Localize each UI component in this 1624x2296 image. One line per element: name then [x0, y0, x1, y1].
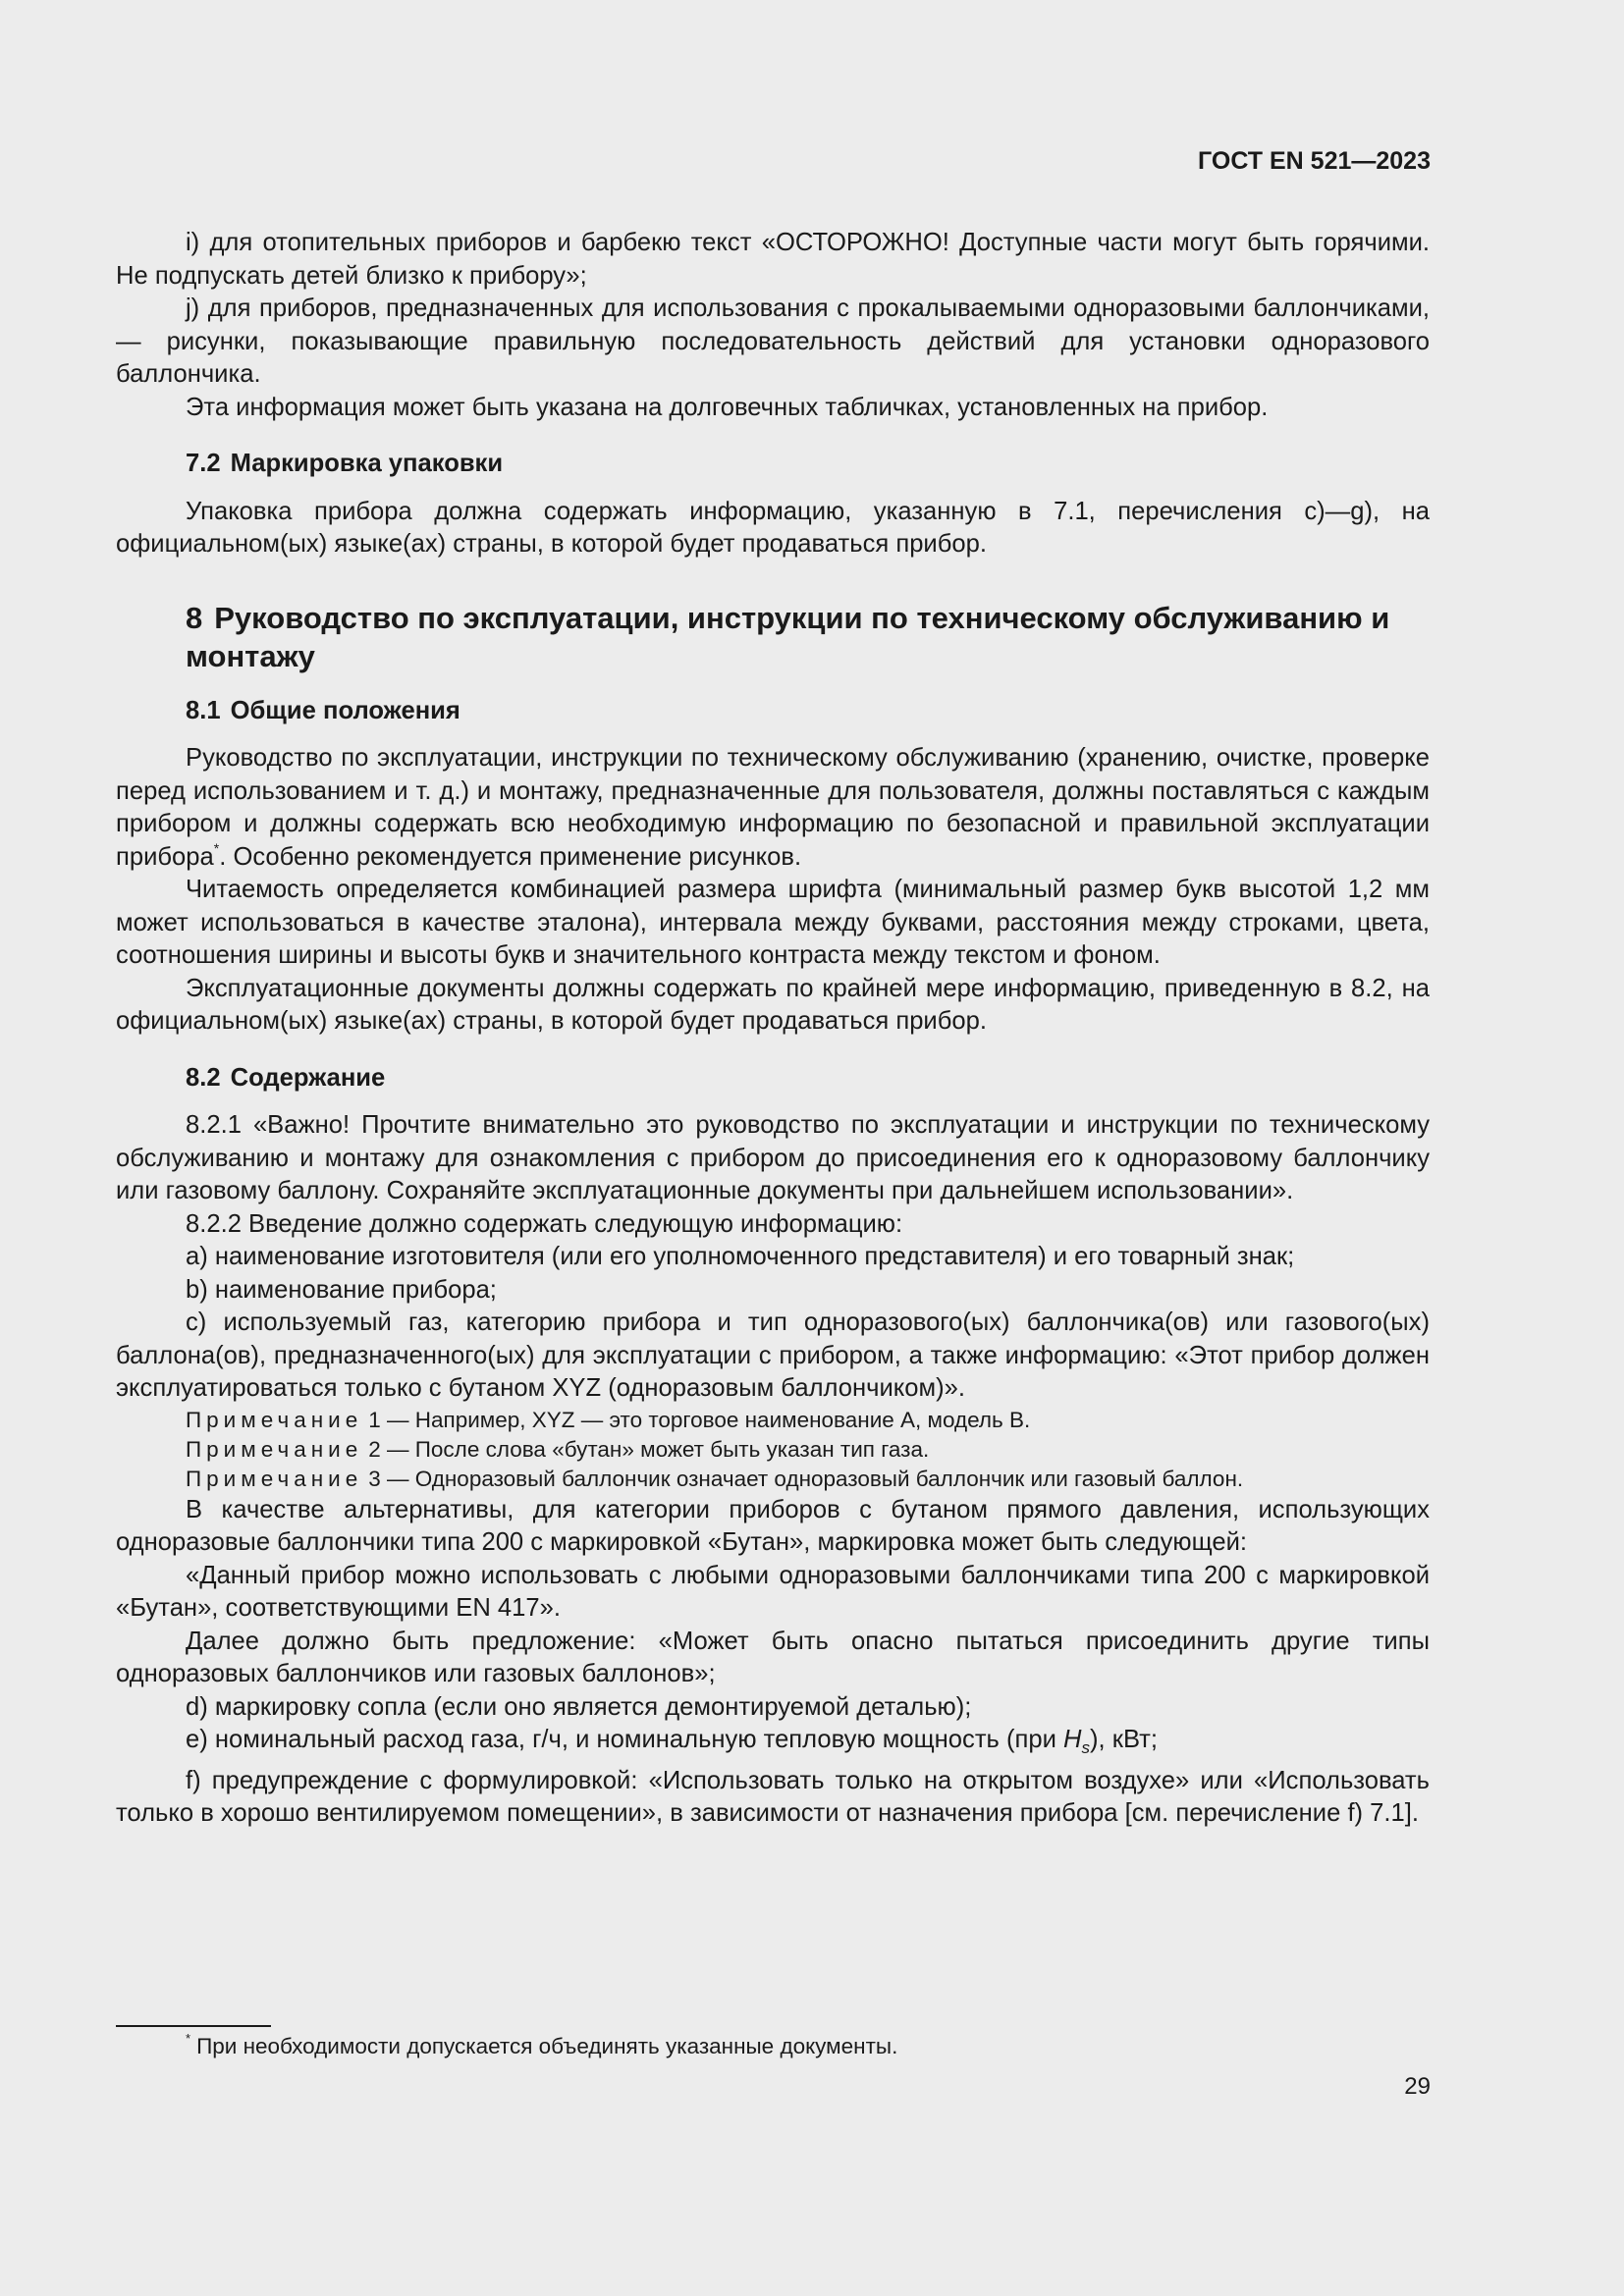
quote-paragraph: «Данный прибор можно использовать с любыми одноразовыми баллончиками типа 200 с маркировкой «Бутан», соответствующими EN 417». [116, 1561, 1430, 1622]
list-item-d: d) маркировку сопла (если оно является демонтируемой деталью); [186, 1692, 972, 1721]
info-paragraph: Эта информация может быть указана на долговечных табличках, установленных на прибор. [186, 393, 1269, 421]
subsection-number: 8.2 [186, 1063, 221, 1092]
subsection-number: 8.1 [186, 696, 221, 724]
note-text: 3 — Одноразовый баллончик означает одноразовый баллончик или газовый баллон. [368, 1466, 1244, 1491]
paragraph-text-end: . Особенно рекомендуется применение рисунков. [219, 842, 802, 871]
note-2 [116, 1435, 1430, 1465]
list-item-a: a) наименование изготовителя (или его уполномоченного представителя) и его товарный знак; [186, 1243, 1295, 1270]
subsection-title: Маркировка упаковки [230, 450, 504, 477]
list-item-c: c) используемый газ, категорию прибора и тип одноразового(ых) баллончика(ов) или газового(ых) баллона(ов), предназначенного(ых) для эксплуатации с прибором, а также информацию: «Этот прибор должен эксплуатироваться только с бутаном XYZ (одноразовым баллончиком)». [116, 1308, 1430, 1402]
footnote [186, 2032, 897, 2061]
note-3 [116, 1465, 1430, 1494]
list-item-b: b) наименование прибора; [186, 1275, 497, 1304]
list-item-j: j) для приборов, предназначенных для использования с прокалываемыми одноразовыми баллончиками, — рисунки, показывающие правильную последовательность действий для установки одноразового баллончика. [116, 294, 1430, 388]
page-number: 29 [1404, 2073, 1431, 2100]
list-item-i: i) для отопительных приборов и барбекю текст «ОСТОРОЖНО! Доступные части могут быть горячими. Не подпускать детей близко к прибору»; [116, 229, 1430, 290]
section-title: Руководство по эксплуатации, инструкции по техническому обслуживанию и монтажу [186, 600, 1390, 673]
subsection-heading-7-2 [186, 448, 1430, 481]
note-1 [116, 1406, 1430, 1435]
paragraph-7-2: Упаковка прибора должна содержать информацию, указанную в 7.1, перечисления c)—g), на официальном(ых) языке(ах) страны, в которой будет продаваться прибор. [116, 497, 1430, 558]
further-paragraph: Далее должно быть предложение: «Может быть опасно пытаться присоединить другие типы одноразовых баллончиков или газовых баллонов»; [116, 1627, 1430, 1687]
paragraph-8-2-2: 8.2.2 Введение должно содержать следующую информацию: [186, 1209, 903, 1238]
subsection-heading-8-2 [186, 1062, 1430, 1095]
list-item-e [116, 1724, 1430, 1765]
note-text: 2 — После слова «бутан» может быть указан тип газа. [368, 1436, 930, 1462]
footnote-mark: * [186, 2031, 191, 2046]
list-item-f: f) предупреждение с формулировкой: «Использовать только на открытом воздухе» или «Использовать только в хорошо вентилируемом помещении», в зависимости от назначения прибора [см. перечисление f) 7.1]. [116, 1766, 1430, 1828]
note-text: 1 — Например, XYZ — это торговое наименование А, модель В. [368, 1407, 1031, 1432]
subsection-title: Общие положения [230, 696, 460, 724]
formula-hs [1063, 1726, 1090, 1758]
paragraph-8-1-c: Эксплуатационные документы должны содержать по крайней мере информацию, приведенную в 8.2, на официальном(ых) языке(ах) страны, в которой будет продаваться прибор. [116, 974, 1430, 1035]
list-item-text: e) номинальный расход газа, г/ч, и номинальную тепловую мощность (при [186, 1726, 1064, 1753]
paragraph-8-1-b: Читаемость определяется комбинацией размера шрифта (минимальный размер букв высотой 1,2 мм может использоваться в качестве эталона), интервала между буквами, расстояния между строками, цвета, соотношения ширины и высоты букв и значительного контраста между текстом и фоном. [116, 876, 1430, 969]
document-body [116, 227, 1430, 1831]
alternative-paragraph: В качестве альтернативы, для категории приборов с бутаном прямого давления, использующих одноразовые баллончики типа 200 с маркировкой «Бутан», маркировка может быть следующей: [116, 1495, 1430, 1556]
paragraph-text: Руководство по эксплуатации, инструкции по техническому обслуживанию (хранению, очистке, проверке перед использованием и т. д.) и монтажу, предназначенные для пользователя, должны поставляться с каждым прибором и должны содержать всю необходимую информацию по безопасной и правильной эксплуатации прибора [116, 744, 1430, 871]
note-label: Примечание [186, 1436, 363, 1462]
paragraph-8-1-a [116, 742, 1430, 874]
footnote-reference: * [213, 839, 220, 856]
formula-symbol: H [1063, 1726, 1082, 1753]
note-label: Примечание [186, 1466, 363, 1491]
subsection-heading-8-1 [186, 695, 1430, 728]
section-heading-8 [186, 599, 1430, 675]
section-number: 8 [186, 600, 203, 635]
footnote-separator [116, 2025, 271, 2027]
subsection-title: Содержание [230, 1063, 386, 1092]
paragraph-8-2-1: 8.2.1 «Важно! Прочтите внимательно это руководство по эксплуатации и инструкции по техническому обслуживанию и монтажу для ознакомления с прибором до присоединения его к одноразовому баллончику или газовому баллону. Сохраняйте эксплуатационные документы при дальнейшем использовании». [116, 1111, 1430, 1204]
subsection-number: 7.2 [186, 450, 221, 477]
list-item-text-end: ), кВт; [1090, 1726, 1158, 1753]
document-header: ГОСТ EN 521—2023 [1198, 147, 1431, 175]
footnote-text: При необходимости допускается объединять указанные документы. [196, 2034, 898, 2058]
note-label: Примечание [186, 1407, 363, 1432]
formula-subscript: s [1081, 1738, 1090, 1758]
